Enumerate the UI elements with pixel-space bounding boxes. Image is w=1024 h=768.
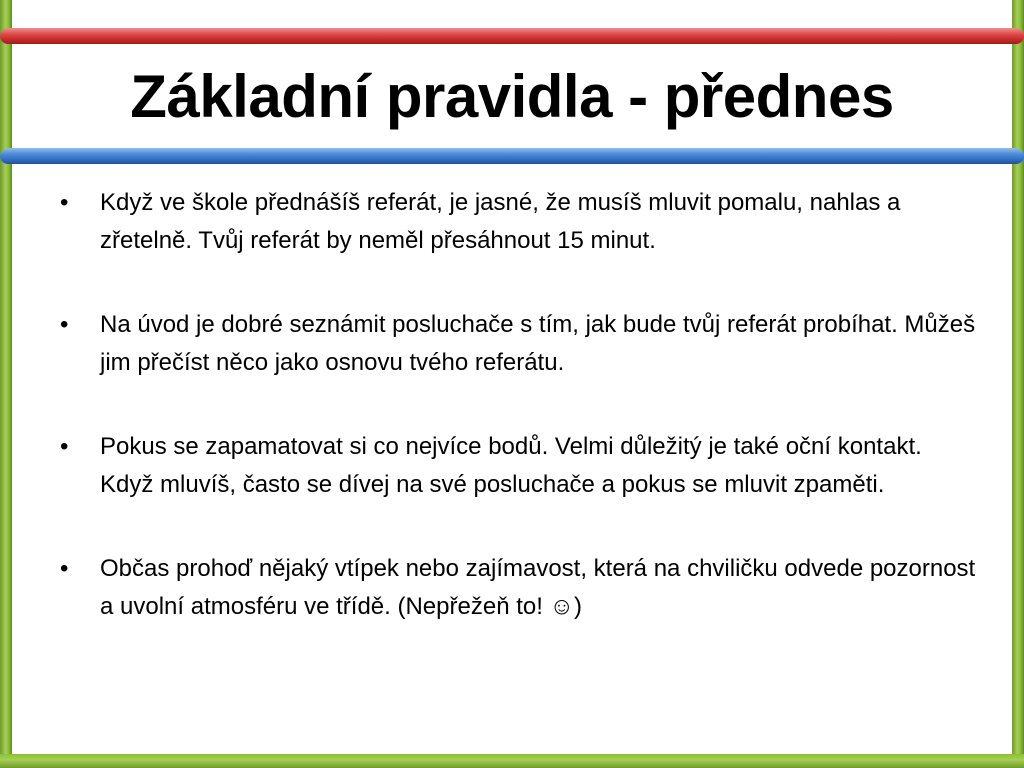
right-green-frame-bar: [1012, 0, 1024, 768]
bullet-text: Když ve škole přednášíš referát, je jasné, že musíš mluvit pomalu, nahlas a zřetelně. Tvůj referát by neměl přesáhnout 15 minut.: [100, 189, 901, 254]
bullet-item: [56, 184, 976, 260]
top-red-accent-bar: [0, 28, 1024, 44]
bullet-dot-icon: •: [60, 433, 69, 460]
slide-title: Základní pravidla - přednes: [130, 63, 894, 130]
bottom-green-frame-bar: [0, 754, 1024, 768]
bullet-item: [56, 306, 976, 382]
bullet-dot-icon: •: [60, 311, 69, 338]
bullet-text: Občas prohoď nějaký vtípek nebo zajímavost, která na chviličku odvede pozornost a uvolní atmosféru ve třídě. (Nepřežeň to! ☺): [100, 555, 976, 620]
bullet-list: [56, 184, 976, 626]
left-green-frame-bar: [0, 0, 12, 768]
bullet-item: [56, 550, 976, 626]
bullet-dot-icon: •: [60, 189, 69, 216]
blue-divider-bar: [0, 148, 1024, 164]
bullet-dot-icon: •: [60, 555, 69, 582]
bullet-item: [56, 428, 976, 504]
bullet-text: Na úvod je dobré seznámit posluchače s tím, jak bude tvůj referát probíhat. Můžeš jim přečíst něco jako osnovu tvého referátu.: [100, 311, 976, 376]
bullet-text: Pokus se zapamatovat si co nejvíce bodů. Velmi důležitý je také oční kontakt. Když mluvíš, často se dívej na své posluchače a pokus se mluvit zpaměti.: [100, 433, 922, 498]
